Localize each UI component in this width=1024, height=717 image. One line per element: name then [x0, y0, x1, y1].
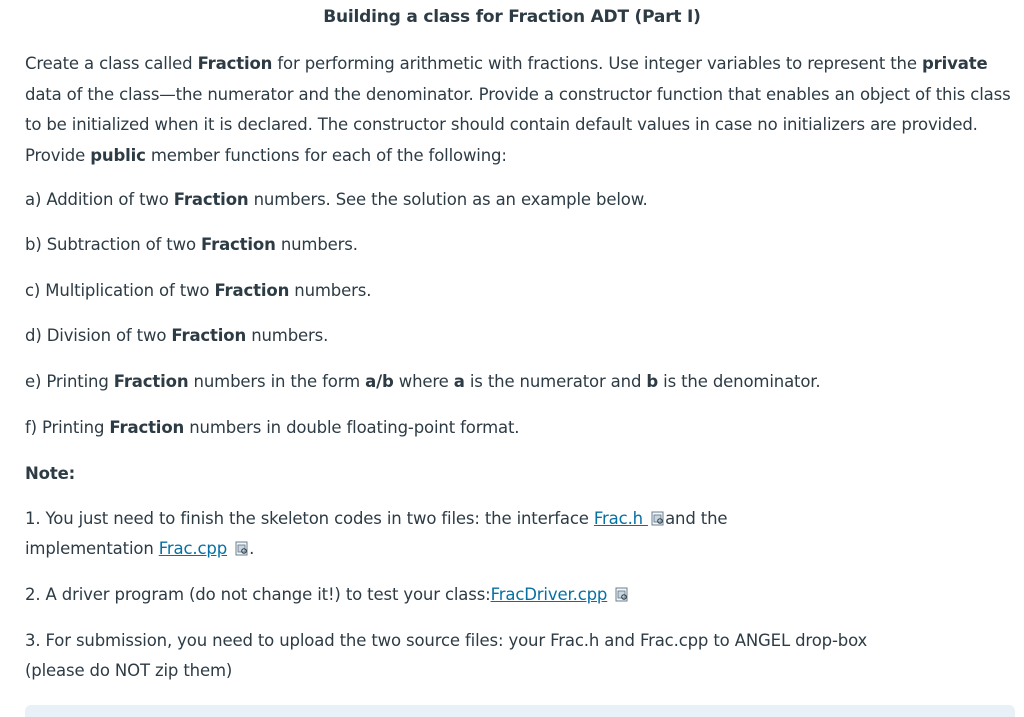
note-item-1 [25, 509, 727, 528]
item-f-text: f) Printing [25, 418, 110, 437]
bottom-panel [25, 705, 1015, 717]
item-c-text: c) Multiplication of two [25, 281, 215, 300]
item-a-text: a) Addition of two [25, 190, 174, 209]
intro-bold-private: private [921, 54, 988, 73]
item-c-bold: Fraction [214, 281, 290, 300]
item-e-bold-a: a [453, 372, 465, 391]
intro-text-1: Create a class called [25, 54, 198, 73]
item-b-text: b) Subtraction of two [25, 235, 202, 254]
note-item-3: 3. For submission, you need to upload the two source files: your Frac.h and Frac.cpp to ANGEL drop-box [25, 631, 868, 650]
item-e-text-4: is the numerator and [464, 372, 647, 391]
item-e-bold: Fraction [113, 372, 189, 391]
item-a-bold: Fraction [173, 190, 249, 209]
item-e-text-2: numbers in the form [188, 372, 366, 391]
intro-text-4: member functions for each of the following: [145, 145, 507, 165]
intro-bold-public: public [90, 145, 146, 165]
intro-paragraph [25, 49, 1015, 171]
intro-text-2: for performing arithmetic with fractions. Use integer variables to represent the [272, 54, 922, 73]
item-e-bold-ab: a/b [365, 372, 394, 391]
item-e-text: e) Printing [25, 372, 114, 391]
list-item-b [25, 235, 358, 254]
file-preview-icon[interactable] [235, 541, 249, 556]
item-e-bold-b: b [646, 372, 659, 391]
list-item-f [25, 418, 519, 437]
page-title: Building a class for Fraction ADT (Part I) [323, 7, 701, 27]
note-1-text: 1. You just need to finish the skeleton codes in two files: the interface [25, 509, 594, 528]
item-a-text-end: numbers. See the solution as an example below. [248, 190, 648, 209]
intro-bold-fraction: Fraction [197, 54, 273, 73]
item-f-bold: Fraction [109, 418, 185, 437]
note-1-end: . [249, 539, 255, 558]
list-item-e [25, 372, 821, 391]
list-item-d [25, 326, 328, 345]
note-item-2 [25, 585, 629, 604]
intro-text-3: data of the class—the numerator and the denominator. Provide a constructor function that enables an object of this class to be initialized when it is declared. The constructor should contain default values in case no initializers are provided. Provide [25, 84, 1011, 165]
note-item-1-line2 [25, 539, 254, 558]
file-preview-icon[interactable] [615, 587, 629, 602]
frac-driver-link[interactable]: FracDriver.cpp [490, 585, 608, 604]
item-e-text-end: is the denominator. [658, 372, 821, 391]
item-d-bold: Fraction [171, 326, 247, 345]
item-d-text: d) Division of two [25, 326, 172, 345]
item-f-text-end: numbers in double floating-point format. [184, 418, 520, 437]
item-e-text-3: where [393, 372, 454, 391]
item-c-text-end: numbers. [289, 281, 372, 300]
list-item-a [25, 190, 648, 209]
note-1-text-mid: and the [665, 509, 728, 528]
item-b-text-end: numbers. [275, 235, 358, 254]
note-item-3-line2: (please do NOT zip them) [25, 661, 233, 680]
note-2-text: 2. A driver program (do not change it!) to test your class: [25, 585, 491, 604]
file-preview-icon[interactable] [651, 511, 665, 526]
list-item-c [25, 281, 371, 300]
frac-cpp-link[interactable]: Frac.cpp [158, 539, 228, 558]
note-heading: Note: [25, 464, 76, 483]
frac-h-link[interactable]: Frac.h [593, 509, 649, 528]
item-b-bold: Fraction [201, 235, 276, 254]
item-d-text-end: numbers. [246, 326, 329, 345]
note-1-text-2: implementation [25, 539, 159, 558]
